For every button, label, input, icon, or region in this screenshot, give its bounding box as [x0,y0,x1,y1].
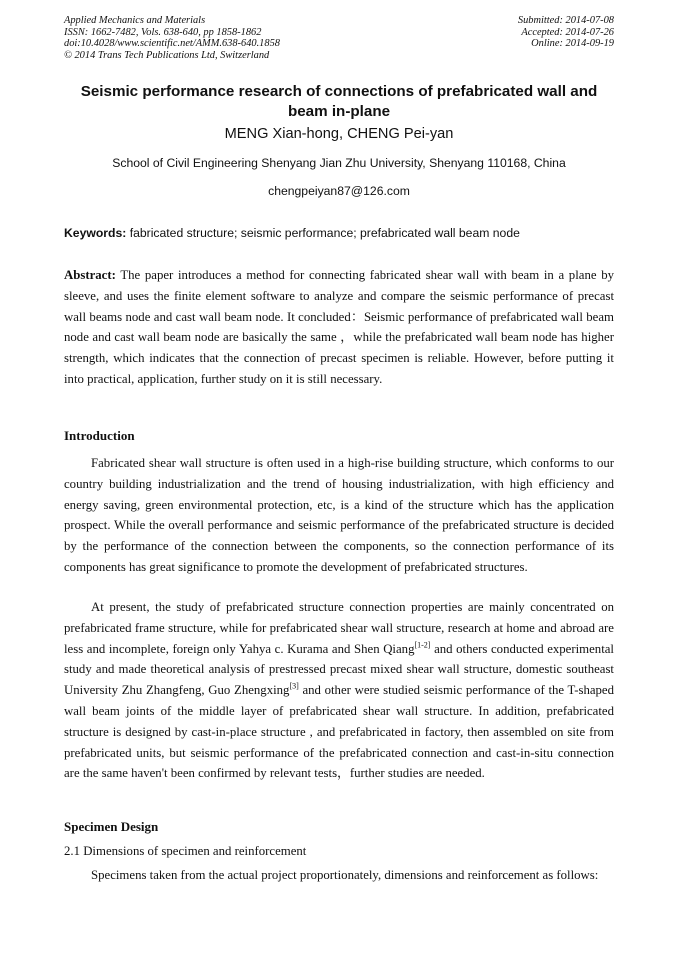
paper-authors: MENG Xian-hong, CHENG Pei-yan [224,126,454,142]
date-accepted: Accepted: 2014-07-26 [521,26,614,38]
citation-ref: [3] [289,681,299,691]
keywords [64,226,614,240]
section-heading-introduction: Introduction [64,428,135,443]
submission-dates [518,15,614,50]
citation-ref: [1-2] [414,640,431,650]
journal-issn: ISSN: 1662-7482, Vols. 638-640, pp 1858-1862 [64,26,262,38]
subsection-heading: 2.1 Dimensions of specimen and reinforcement [64,844,307,858]
abstract-text: The paper introduces a method for connecting fabricated shear wall with beam in a plane by sleeve, and uses the finite element software to analyze and compare the seismic performance of precast wall beams node and cast wall beam node. It concluded：Seismic performance of prefabricated wall beam node and cast wall beam node are basically the same ，while the prefabricated wall beam node has higher strength, which indicates that the connection of precast specimen is reliable. However, before putting it into practical, application, further study on it is still necessary. [64,268,614,386]
affiliation: School of Civil Engineering Shenyang Jian Zhu University, Shenyang 110168, China [112,156,566,170]
abstract-label: Abstract: [64,268,116,282]
journal-doi: doi:10.4028/www.scientific.net/AMM.638-640.1858 [64,38,280,50]
journal-copyright: © 2014 Trans Tech Publications Ltd, Switzerland [64,49,270,61]
introduction-paragraph-2 [64,597,614,784]
date-submitted: Submitted: 2014-07-08 [517,15,614,26]
paper-title: Seismic performance research of connections of prefabricated wall and beam in-plane [80,83,598,120]
section-heading-specimen-design: Specimen Design [64,819,159,834]
journal-info [64,15,280,61]
paragraph-text: At present, the study of prefabricated structure connection properties are mainly concentrated on prefabricated frame structure, while for prefabricated shear wall structure, research at home and abroad are less and incomplete, foreign only Yahya c. Kurama and Shen Qiang [64,600,614,656]
introduction-paragraph-1: Fabricated shear wall structure is often used in a high-rise building structure, which conforms to our country building industrialization and the trend of housing industrialization, with high efficiency and energy saving, green environmental protection, etc, is a kind of the structure which has the application prospect. While the overall performance and seismic performance of the prefabricated structure is decided by the performance of the connection between the components, so the connection performance of its components has great significance to promote the development of prefabricated structures. [64,456,614,574]
date-online: Online: 2014-09-19 [531,38,614,50]
author-email: chengpeiyan87@126.com [268,184,410,198]
keywords-label: Keywords: [64,226,127,240]
paragraph-text: and others conducted experimental study and made theoretical analysis of prestressed precast mixed shear wall structure, domestic southeast University Zhu Zhangfeng, Guo Zhengxing [64,641,614,698]
journal-name: Applied Mechanics and Materials [64,15,206,26]
specimen-paragraph: Specimens taken from the actual project proportionately, dimensions and reinforcement as follows: [91,868,599,882]
paragraph-text: and other were studied seismic performance of the T-shaped wall beam joints of the middle layer of prefabricated shear wall structure. In addition, prefabricated structure is designed by cast-in-place structure , and prefabricated in factory, then assembled on site from prefabricated units, but seismic performance of the prefabricated connection and cast-in-situ connection are the same haven't been confirmed by relevant tests，further studies are needed. [64,683,614,781]
keywords-text: fabricated structure; seismic performance; prefabricated wall beam node [126,226,520,240]
abstract [64,265,614,390]
